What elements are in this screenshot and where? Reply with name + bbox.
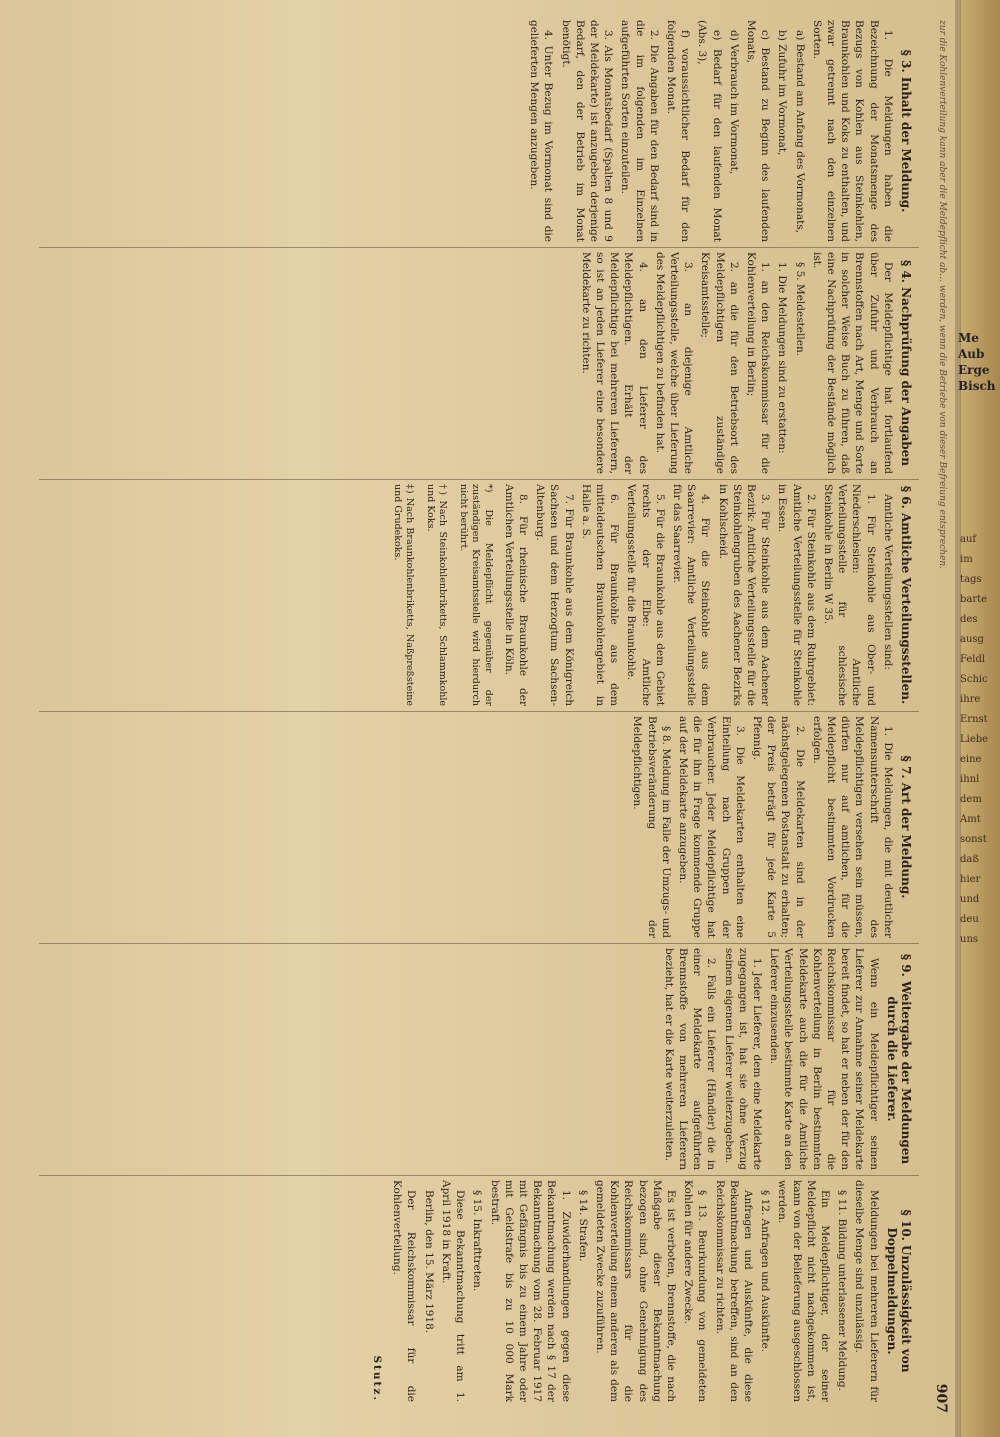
paragraph: § 12. Anfragen und Auskünfte. bbox=[759, 1190, 772, 1353]
paragraph: f) voraussichtlicher Bedarf für den folgenden Monat. bbox=[664, 20, 692, 242]
text-column bbox=[29, 20, 919, 242]
paragraph: Der Meldepflichtige hat fortlaufend über Zufuhr und Verbrauch an Brennstoffen nach Art, Menge und Sorte in solcher Weise Buch zu führen, daß eine Nachprüfung der Bestände möglich ist. bbox=[810, 252, 894, 474]
column-rule bbox=[39, 1175, 919, 1176]
fragment-line: uns bbox=[960, 934, 979, 945]
paragraph: d) Verbrauch im Vormonat, bbox=[727, 30, 740, 175]
paragraph: § 11. Bildung unterlassener Meldung. bbox=[836, 1190, 849, 1391]
section-heading: § 6. Amtliche Verteilungsstellen. bbox=[899, 485, 913, 705]
fragment-line: ausg bbox=[960, 634, 984, 645]
paragraph: Ein Meldepflichtiger, der seiner Meldepflicht nicht nachgekommen ist, kann von der Belieferung ausgeschlossen werden. bbox=[776, 1180, 831, 1402]
fragment-line: Feldl bbox=[960, 654, 986, 665]
section-heading: § 3. Inhalt der Meldung. bbox=[899, 49, 913, 213]
fragment-line: Liebe bbox=[960, 734, 989, 745]
fragment-line: barte bbox=[960, 594, 988, 605]
fragment-line: deu bbox=[960, 914, 979, 925]
fragment-line: ihre bbox=[960, 694, 981, 705]
paragraph: Wenn ein Meldepflichtiger seinen Lieferer zur Annahme seiner Meldekarte bereit findet, so hat er neben der für den Reichskommissar für die Kohlenverteilung in Berlin bestimmten Meldekarte auch die für die Amtliche Verteilungsstelle bestimmte Karte an den Lieferer einzusenden. bbox=[768, 948, 880, 1170]
paragraph: 1. an den Reichskommissar für die Kohlenverteilung in Berlin; bbox=[744, 252, 772, 474]
text-column bbox=[29, 948, 919, 1170]
section-heading: § 7. Art der Meldung. bbox=[899, 755, 913, 899]
paragraph: 1. Jeder Lieferer, dem eine Meldekarte zugegangen ist, hat sie ohne Verzug seinem eigenen Lieferer weiterzugeben. bbox=[722, 948, 763, 1170]
fragment-line: dem bbox=[960, 794, 982, 805]
fragment-line: und bbox=[960, 894, 980, 905]
paragraph: 5. Für die Braunkohle aus dem Gebiet rechts der Elbe: Amtliche Verteilungsstelle für die Braunkohle. bbox=[625, 484, 666, 706]
footnote: †) Nach Steinkohlenbriketts, Schlammkohle und Koks. bbox=[424, 484, 449, 706]
paragraph: 3. Für Steinkohle aus dem Aachener Bezirk: Amtliche Verteilungsstelle für die Steinkohlengruben des Aachener Bezirks in Kohlscheid. bbox=[716, 484, 772, 706]
paragraph: 2. Die Meldekarten sind in der nächstgelegenen Postanstalt zu erhalten; der Preis beträgt für jede Karte 5 Pfennig. bbox=[750, 716, 806, 938]
text-column bbox=[29, 252, 919, 474]
paragraph: Amtliche Verteilungsstellen sind: bbox=[881, 494, 894, 670]
paragraph: Berlin, den 15. März 1918. bbox=[422, 1190, 435, 1334]
paragraph: 2. Die Angaben für den Bedarf sind in die im folgenden im Einzelnen aufgeführten Sorten einzuteilen. bbox=[619, 20, 660, 242]
paragraph: Meldungen bei mehreren Lieferern für dieselbe Menge sind unzulässig. bbox=[853, 1180, 880, 1402]
column-rule bbox=[39, 247, 919, 248]
fragment-line: daß bbox=[960, 854, 980, 865]
paragraph: e) Bedarf für den laufenden Monat (Abs. 3), bbox=[696, 20, 723, 242]
fragment-line: Schic bbox=[960, 674, 988, 685]
paragraph: § 5. Meldestellen. bbox=[793, 262, 806, 357]
paragraph: Diese Bekanntmachung tritt am 1. April 1918 in Kraft. bbox=[439, 1180, 467, 1402]
section-heading: § 9. Weitergabe der Meldungen durch die Lieferer. bbox=[884, 953, 913, 1165]
fragment-line: eine bbox=[960, 754, 982, 765]
paragraph: Anfragen und Auskünfte, die diese Bekanntmachung betreffen, sind an den Reichskommissar zu richten. bbox=[713, 1180, 754, 1402]
fragment-line: auf bbox=[960, 534, 977, 545]
fragment-line: des bbox=[960, 614, 978, 625]
paragraph: 6. Für Braunkohle aus dem mitteldeutschen Braunkohlengebiet in Halle a. S. bbox=[579, 484, 621, 706]
paragraph: 1. Für Steinkohle aus Ober- und Niederschlesien: Amtliche Verteilungsstelle für schlesische Steinkohle in Berlin W 35. bbox=[821, 484, 877, 706]
column-rule bbox=[39, 479, 919, 480]
footnote: *) Die Meldepflicht gegenüber der zuständigen Kreisamtsstelle wird hierdurch nicht berührt. bbox=[457, 484, 494, 706]
paragraph: § 15. Inkrafttreten. bbox=[471, 1190, 484, 1292]
fragment-line: hier bbox=[960, 874, 981, 885]
paragraph: 8. Für rheinische Braunkohle der Amtlichen Verteilungsstelle in Köln. bbox=[502, 484, 529, 706]
paragraph: 3. an diejenige Amtliche Verteilungsstelle, welche über Lieferung des Meldepflichtigen zu befinden hat. bbox=[653, 252, 695, 474]
adjacent-page-heading-fragment: Me Aub Erge Bisch bbox=[958, 331, 996, 393]
adjacent-page-text-fragment bbox=[960, 530, 995, 950]
text-column bbox=[29, 484, 919, 706]
running-head: zur die Kohlenverteilung kann aber die Meldepflicht ab… werden, wenn die Betriebe von dieser Befreiung entsprechen. bbox=[937, 20, 947, 570]
paragraph: 3. Die Meldekarten enthalten eine Einteilung nach Gruppen der Verbraucher. Jeder Meldepflichtige hat die für ihn in Frage kommende Gruppe auf der Meldekarte anzugeben. bbox=[676, 716, 746, 938]
section-heading: § 10. Unzulässigkeit von Doppelmeldungen. bbox=[884, 1209, 913, 1373]
section-heading: § 4. Nachprüfung der Angaben bbox=[899, 259, 913, 467]
column-rule bbox=[39, 711, 919, 712]
paragraph: 7. Für Braunkohle aus dem Königreich Sachsen und dem Herzogtum Sachsen-Altenburg. bbox=[534, 484, 575, 706]
paragraph: § 8. Meldung im Falle der Umzugs- und Betriebsveränderung der Meldepflichtigen. bbox=[631, 716, 672, 938]
signature: Stutz. bbox=[371, 1355, 384, 1402]
paragraph: Es ist verboten, Brennstoffe, die nach Maßgabe dieser Bekanntmachung bezogen sind, ohne Genehmigung des Reichskommissars für die Kohlenverteilung einem anderen als dem gemeldeten Zwecke zuzuführen. bbox=[593, 1180, 677, 1402]
fragment-line: sonst bbox=[960, 834, 987, 845]
column-rule bbox=[39, 943, 919, 944]
fragment-line: ihnl bbox=[960, 774, 980, 785]
footnote: ‡) Nach Braunkohlenbriketts, Naßpreßsteine und Grudekoks. bbox=[391, 484, 416, 706]
fragment-line: im bbox=[960, 554, 973, 565]
paragraph: 2. Für Steinkohle aus dem Ruhrgebiet: Amtliche Verteilungsstelle für Steinkohle in Essen. bbox=[776, 484, 817, 706]
paragraph: b) Zufuhr im Vormonat, bbox=[776, 30, 789, 156]
paragraph: c) Bestand zu Beginn des laufenden Monats, bbox=[744, 20, 772, 242]
page-number: 907 bbox=[933, 1383, 949, 1413]
text-column bbox=[29, 1180, 919, 1402]
paragraph: § 13. Beurkundung von gemeldeten Kohlen für andere Zwecke. bbox=[682, 1180, 709, 1402]
paragraph: 4. Für die Steinkohle aus dem Saarrevier: Amtliche Verteilungsstelle für das Saarrevier. bbox=[670, 484, 712, 706]
rotated-page-content bbox=[5, 0, 955, 1437]
paragraph: 2. an die für den Betriebsort des Meldepflichtigen zuständige Kreisamtsstelle; bbox=[699, 252, 740, 474]
paragraph: 1. Die Meldungen, die mit deutlicher Namensunterschrift des Meldepflichtigen versehen sein müssen, dürfen nur auf amtlichen, für die Meldepflicht bestimmten Vordrucken erfolgen. bbox=[810, 716, 894, 938]
paragraph: 4. an den Lieferer des Meldepflichtigen. Erhält der Meldepflichtige bei mehreren Lieferern, so ist an jeden Lieferer eine besondere Meldekarte zu richten. bbox=[579, 252, 649, 474]
fragment-line: Amt bbox=[960, 814, 981, 825]
paragraph: Der Reichskommissar für die Kohlenverteilung. bbox=[391, 1180, 418, 1402]
paragraph: § 14. Strafen. bbox=[576, 1190, 589, 1262]
fragment-line: Ernst bbox=[960, 714, 988, 725]
paragraph: 1. Die Meldungen haben die Bezeichnung der Monatsmenge des Bezugs von Kohlen aus Steinkohlen, Braunkohlen und Koks zu enthalten, und zwar getrennt nach den einzelnen Sorten. bbox=[810, 20, 894, 242]
paragraph: 3. Als Monatsbedarf (Spalten 8 und 9 der Meldekarte) ist anzugeben derjenige Bedarf, den der Betrieb im Monat benötigt. bbox=[559, 20, 615, 242]
paragraph: a) Bestand am Anfang des Vormonats, bbox=[793, 30, 806, 234]
text-column bbox=[29, 716, 919, 938]
fragment-line: tags bbox=[960, 574, 982, 585]
paragraph: 1. Die Meldungen sind zu erstatten: bbox=[776, 262, 789, 454]
paragraph: 1. Zuwiderhandlungen gegen diese Bekanntmachung werden nach § 17 der Bekanntmachung vom 28. Februar 1917 mit Gefängnis bis zu einem Jahre oder mit Geldstrafe bis zu 10 000 Mark bestraft. bbox=[488, 1180, 572, 1402]
paragraph: 4. Unter Bezug im Vormonat sind die gelieferten Mengen anzugeben. bbox=[528, 20, 555, 242]
paragraph: 2. Falls ein Lieferer (Händler) die in einer Meldekarte aufgeführten Brennstoffe von mehreren Lieferern bezieht, hat er die Karte weiterzuleiten. bbox=[662, 948, 718, 1170]
